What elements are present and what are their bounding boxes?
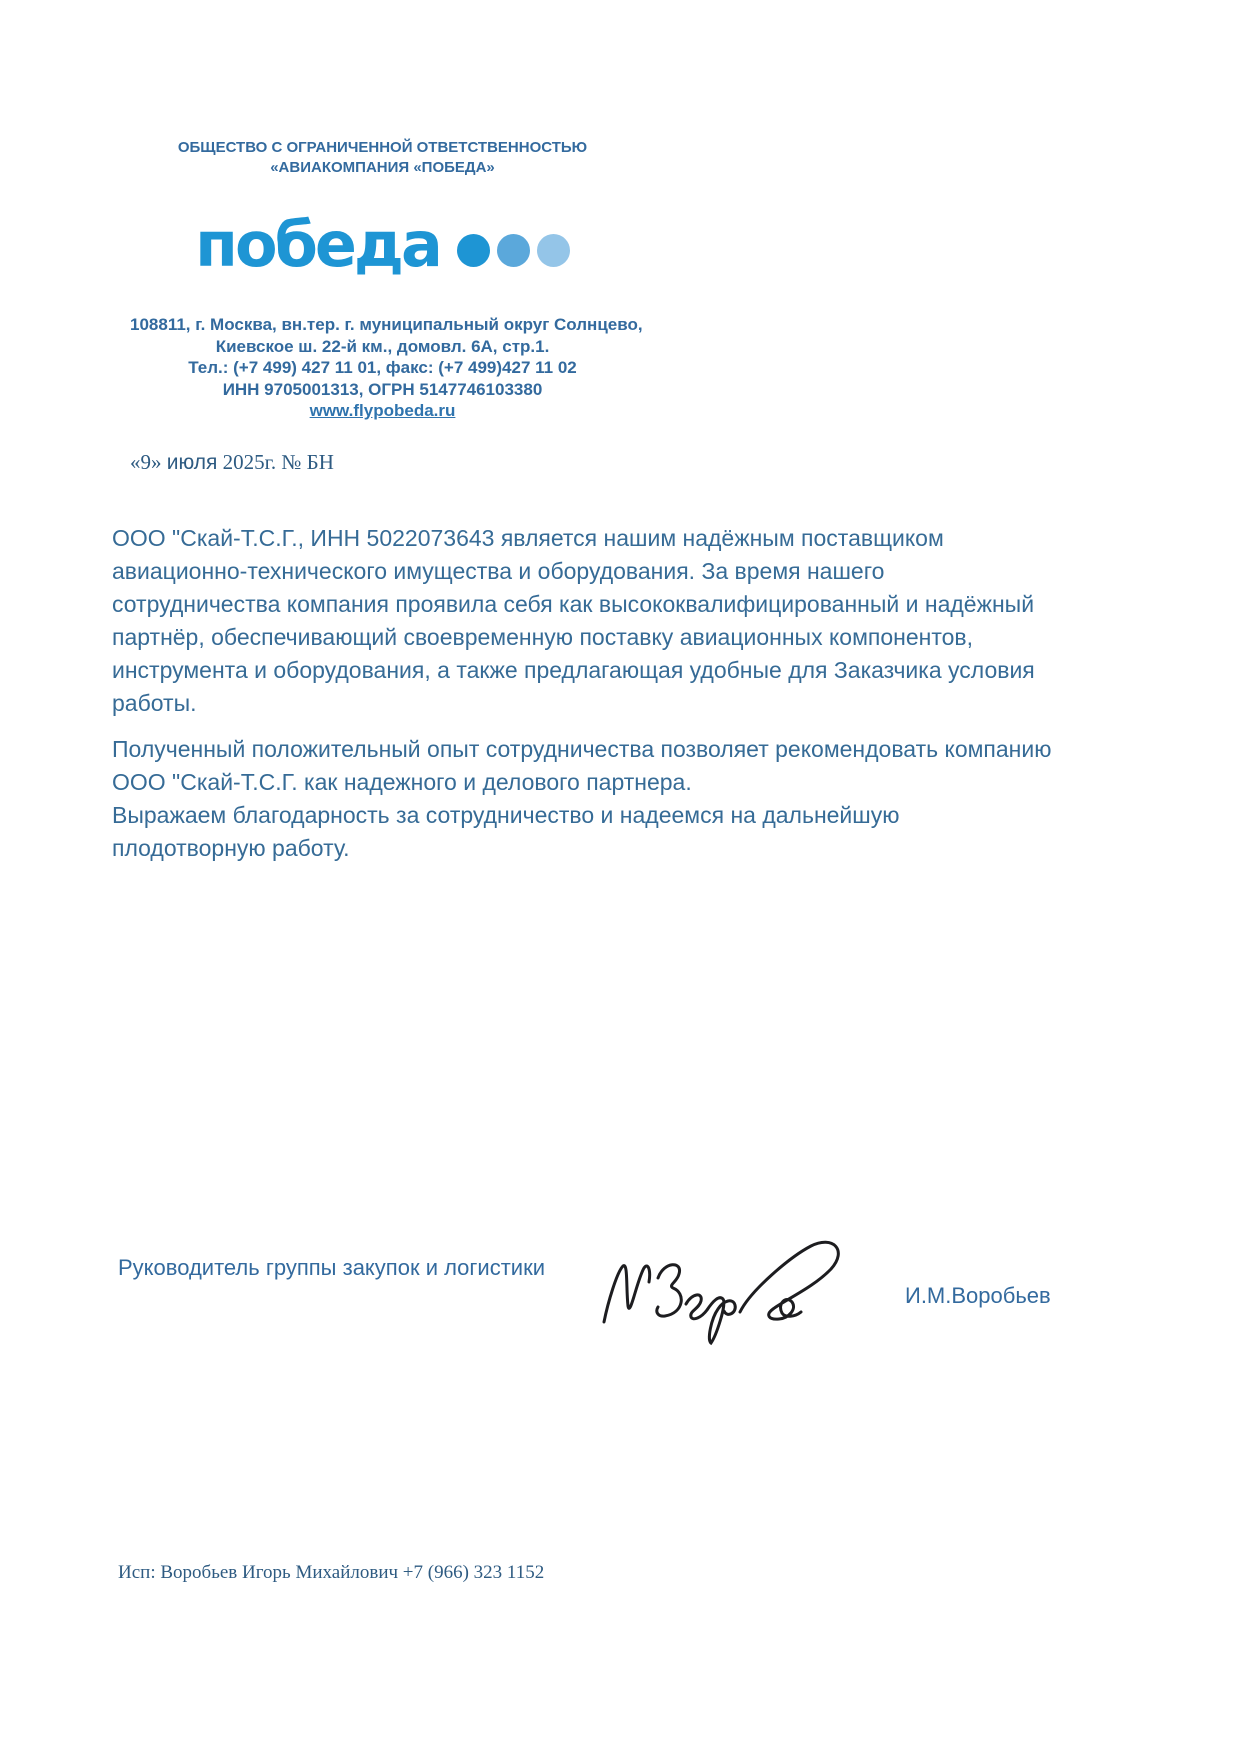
handwritten-signature [588, 1220, 858, 1348]
body-line: плодотворную работу. [112, 835, 350, 861]
signer-name: И.М.Воробьев [905, 1283, 1051, 1308]
body-line: ООО "Скай-Т.С.Г. как надежного и делового партнера. [112, 769, 692, 795]
body-line: инструмента и оборудования, а также предлагающая удобные для Заказчика условия [112, 657, 1035, 683]
paragraph-2 [112, 733, 1172, 865]
body-line: партнёр, обеспечивающий своевременную поставку авиационных компонентов, [112, 624, 974, 650]
paragraph-1 [112, 522, 1172, 720]
pobeda-logo-dots [450, 234, 570, 267]
body-line: работы. [112, 690, 197, 716]
org-name-line1: ОБЩЕСТВО С ОГРАНИЧЕННОЙ ОТВЕТСТВЕННОСТЬЮ [177, 139, 588, 156]
phone-fax-line: Тел.: (+7 499) 427 11 01, факс: (+7 499)427 11 02 [188, 358, 577, 377]
letterhead [130, 138, 643, 422]
logo-dot-3 [537, 234, 570, 267]
inn-ogrn-line: ИНН 9705001313, ОГРН 5147746103380 [222, 379, 543, 399]
date-number-line [130, 450, 334, 475]
logo-dot-2 [497, 234, 530, 267]
website-link[interactable]: www.flypobeda.ru [309, 401, 456, 420]
letter-body [112, 522, 1172, 865]
signer-role: Руководитель группы закупок и логистики [118, 1255, 546, 1280]
org-name-line2: «АВИАКОМПАНИЯ «ПОБЕДА» [270, 159, 495, 176]
pobeda-logo [130, 204, 635, 286]
date-month: июля [166, 451, 218, 474]
pobeda-logo-text: победа [195, 208, 440, 281]
logo-dot-1 [457, 234, 490, 267]
address-line-1: 108811, г. Москва, вн.тер. г. муниципальный округ Солнцево, [130, 315, 643, 334]
website-line [130, 400, 635, 422]
body-line: ООО "Скай-Т.С.Г., ИНН 5022073643 является нашим надёжным поставщиком [112, 525, 944, 551]
body-line: Выражаем благодарность за сотрудничество и надеемся на дальнейшую [112, 802, 900, 828]
address-line-2: Киевское ш. 22-й км., домовл. 6А, стр.1. [215, 336, 550, 356]
date-year-number: 2025г. № БН [222, 450, 334, 474]
address-block [130, 314, 643, 422]
body-line: сотрудничества компания проявила себя как высококвалифицированный и надёжный [112, 591, 1035, 617]
body-line: Полученный положительный опыт сотрудничества позволяет рекомендовать компанию [112, 736, 1052, 762]
executor-line: Исп: Воробьев Игорь Михайлович +7 (966) 323 1152 [118, 1562, 545, 1583]
body-line: авиационно-технического имущества и оборудования. За время нашего [112, 558, 885, 584]
date-day: «9» [130, 450, 162, 474]
